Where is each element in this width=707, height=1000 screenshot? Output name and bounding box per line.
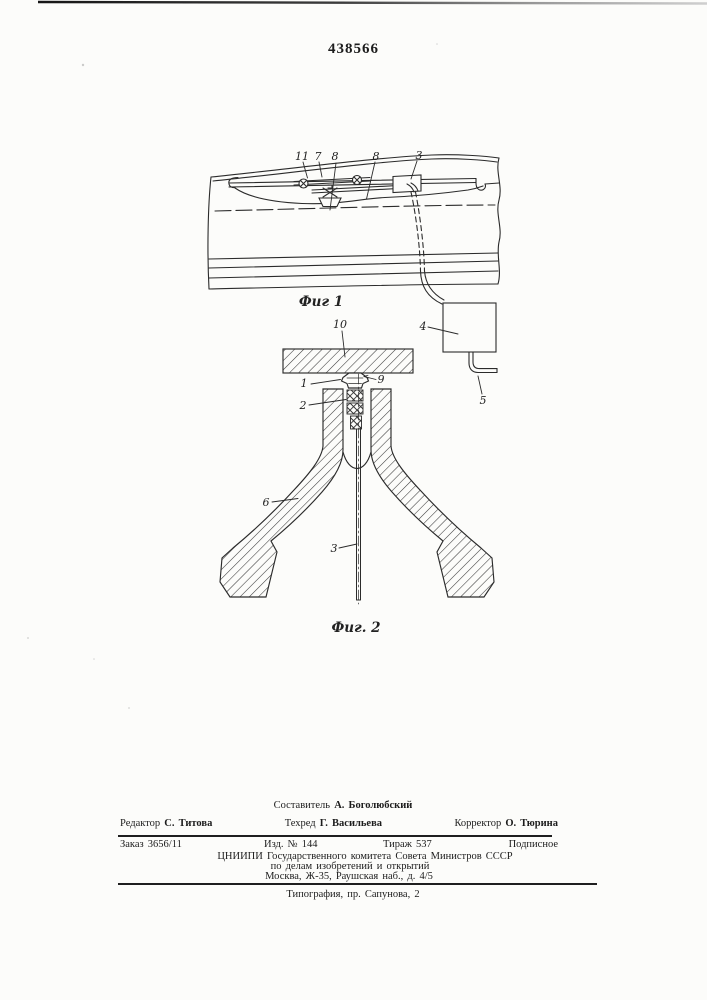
- podpisnoe: Подписное: [508, 839, 558, 850]
- footer-order-row: [120, 839, 558, 850]
- fig1-panel-left-edge: [208, 177, 211, 289]
- fig2-label-3: 3: [330, 542, 338, 555]
- fig2-plate: [283, 349, 413, 373]
- fig1-tube-solid-a: [421, 271, 443, 304]
- figure-2: [220, 331, 494, 604]
- fig1-band-2: [209, 261, 498, 268]
- compiler-role: Составитель: [273, 800, 331, 811]
- scan-speck: [128, 707, 130, 709]
- footer-editor: [120, 818, 212, 829]
- footer-corrector: [454, 818, 558, 829]
- imprint-footer: [118, 798, 558, 903]
- order-number: Заказ 3656/11: [120, 839, 182, 850]
- tirazh: Тираж 537: [383, 839, 432, 850]
- editor-name: С. Титова: [164, 818, 213, 829]
- footer-roles-row: [120, 818, 558, 829]
- fig1-outlet-tube-inner: [473, 352, 497, 369]
- patent-number: 438566: [328, 41, 379, 57]
- fig1-panel-bottom-edge: [209, 284, 498, 289]
- screw-icon: [299, 179, 308, 188]
- fig1-label-3: 3: [415, 149, 423, 162]
- scan-speck: [436, 43, 438, 45]
- footer-printer-line: Типография, пр. Сапунова, 2: [286, 889, 420, 900]
- editor-role: Редактор: [120, 818, 161, 829]
- izd-number: Изд. № 144: [264, 839, 318, 850]
- footer-org-line2: по делам изобретений и открытий: [270, 861, 430, 872]
- fig2-label-6: 6: [262, 496, 270, 509]
- techred-name: Г. Васильева: [319, 818, 383, 829]
- scan-edge-line: [38, 2, 707, 4]
- scan-speck: [82, 64, 84, 66]
- fig2-left-leg: [220, 389, 343, 597]
- fig1-tube-dashed-a: [411, 192, 421, 271]
- fig2-block: [351, 416, 362, 429]
- fig1-panel-right-edge: [498, 158, 500, 284]
- screw-icon: [353, 176, 362, 185]
- fig1-slot-right-tail: [485, 183, 499, 184]
- fig2-label-10: 10: [333, 318, 347, 331]
- footer-techred: [285, 818, 382, 829]
- fig2-label-9: 9: [377, 373, 385, 386]
- fig1-tube-solid-b: [425, 271, 445, 300]
- fig2-right-leg: [371, 389, 494, 597]
- fig1-label-5: 5: [479, 394, 487, 407]
- fig2-nozzle: [342, 373, 369, 388]
- fig1-label-4: 4: [419, 320, 427, 333]
- fig1-label-7: 7: [314, 150, 322, 163]
- corrector-role: Корректор: [454, 818, 502, 829]
- fig1-label-8a: 8: [331, 150, 339, 163]
- fig1-label-11: 11: [295, 150, 309, 163]
- compiler-name: А. Боголюбский: [334, 800, 413, 811]
- fig2-block: [347, 403, 363, 414]
- fig1-band-1: [209, 253, 498, 259]
- fig2-label-1: 1: [300, 377, 308, 390]
- fig1-caption: Фиг 1: [298, 294, 344, 310]
- footer-rule-2: [118, 883, 597, 885]
- footer-compiler-row: [118, 800, 558, 811]
- techred-role: Техред: [284, 818, 316, 829]
- fig2-label-2: 2: [299, 399, 307, 412]
- footer-org-line3: Москва, Ж-35, Раушская наб., д. 4/5: [265, 871, 433, 882]
- footer-rule-1: [118, 835, 552, 837]
- scan-speck: [93, 658, 95, 660]
- fig1-label-8b: 8: [372, 150, 380, 163]
- fig2-block: [347, 390, 363, 401]
- fig1-band-3: [209, 271, 498, 278]
- fig1-mid-line: [215, 205, 495, 211]
- corrector-name: О. Тюрина: [505, 818, 558, 829]
- scan-speck: [27, 637, 29, 639]
- fig1-control-box: [443, 303, 496, 352]
- fig2-caption: Фиг. 2: [331, 620, 381, 636]
- fig1-sill-curve: [235, 186, 483, 204]
- footer-org-line1: ЦНИИПИ Государственного комитета Совета Министров СССР: [217, 851, 513, 862]
- fig1-slot-bottom: [229, 183, 476, 188]
